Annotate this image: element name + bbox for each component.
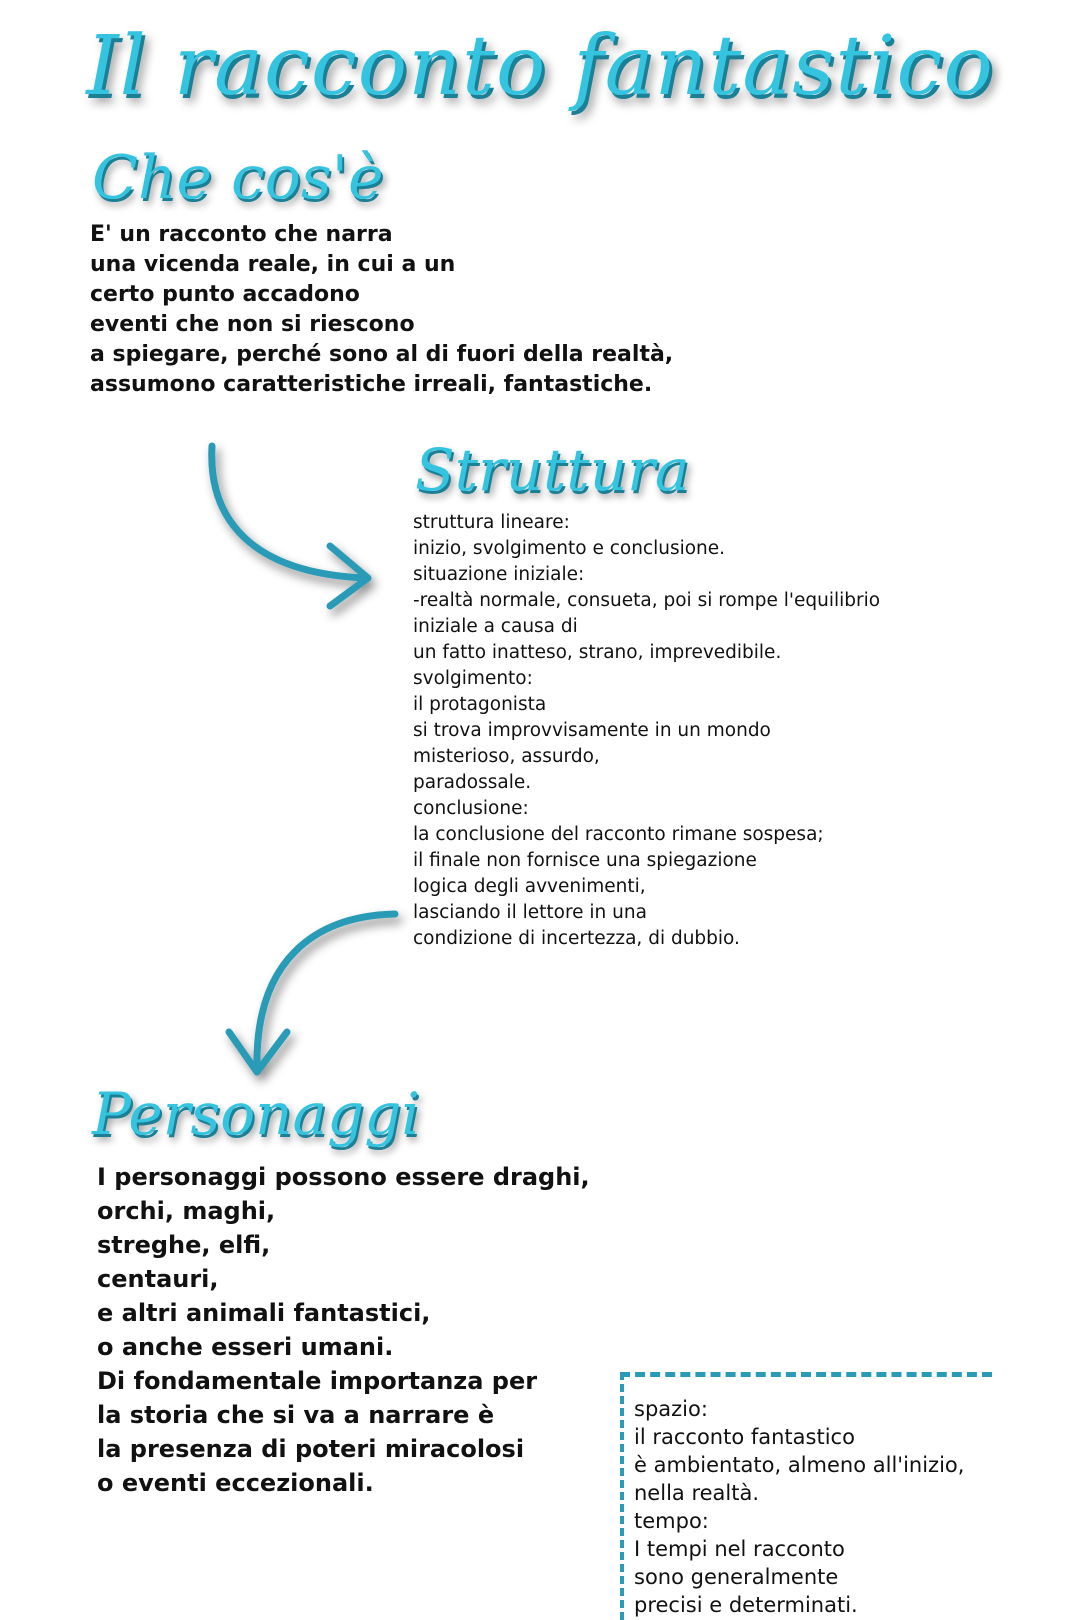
text-line: -realtà normale, consueta, poi si rompe l'equilibrio xyxy=(413,590,881,611)
text-line: la presenza di poteri miracolosi xyxy=(97,1435,525,1463)
text-line: spazio: xyxy=(634,1397,708,1421)
text-line: o eventi eccezionali. xyxy=(97,1469,374,1497)
spazio-tempo-text xyxy=(634,1395,992,1619)
spazio-tempo-box xyxy=(620,1372,992,1620)
text-line: precisi e determinati. xyxy=(634,1593,858,1617)
text-line: I personaggi possono essere draghi, xyxy=(97,1163,590,1191)
text-line: certo punto accadono xyxy=(90,282,360,307)
text-line: la conclusione del racconto rimane sospesa; xyxy=(413,824,824,845)
heading-personaggi: Personaggi xyxy=(92,1080,420,1148)
text-line: condizione di incertezza, di dubbio. xyxy=(413,928,740,949)
text-line: un fatto inatteso, strano, imprevedibile. xyxy=(413,642,782,663)
text-line: nella realtà. xyxy=(634,1481,760,1505)
text-line: si trova improvvisamente in un mondo xyxy=(413,720,771,741)
text-line: il finale non fornisce una spiegazione xyxy=(413,850,757,871)
heading-che-cose: Che cos'è xyxy=(92,143,384,213)
text-line: il protagonista xyxy=(413,694,547,715)
text-line: iniziale a causa di xyxy=(413,616,578,637)
text-line: sono generalmente xyxy=(634,1565,839,1589)
che-cose-text xyxy=(90,220,673,400)
text-line: la storia che si va a narrare è xyxy=(97,1401,495,1429)
text-line: centauri, xyxy=(97,1265,219,1293)
text-line: inizio, svolgimento e conclusione. xyxy=(413,538,726,559)
text-line: situazione iniziale: xyxy=(413,564,585,585)
text-line: E' un racconto che narra xyxy=(90,222,393,247)
text-line: una vicenda reale, in cui a un xyxy=(90,252,456,277)
heading-struttura: Struttura xyxy=(415,436,690,504)
curved-arrow-down-icon xyxy=(215,900,405,1100)
curved-arrow-right-icon xyxy=(190,438,390,608)
text-line: o anche esseri umani. xyxy=(97,1333,394,1361)
page-title: Il racconto fantastico xyxy=(86,19,994,114)
struttura-text xyxy=(413,510,880,952)
text-line: orchi, maghi, xyxy=(97,1197,276,1225)
text-line: assumono caratteristiche irreali, fantastiche. xyxy=(90,372,653,397)
text-line: conclusione: xyxy=(413,798,529,819)
personaggi-text xyxy=(97,1160,590,1500)
text-line: struttura lineare: xyxy=(413,512,570,533)
text-line: e altri animali fantastici, xyxy=(97,1299,431,1327)
text-line: eventi che non si riescono xyxy=(90,312,415,337)
text-line: tempo: xyxy=(634,1509,709,1533)
text-line: lasciando il lettore in una xyxy=(413,902,647,923)
text-line: I tempi nel racconto xyxy=(634,1537,845,1561)
text-line: logica degli avvenimenti, xyxy=(413,876,646,897)
text-line: misterioso, assurdo, xyxy=(413,746,600,767)
text-line: Di fondamentale importanza per xyxy=(97,1367,538,1395)
text-line: è ambientato, almeno all'inizio, xyxy=(634,1453,965,1477)
text-line: svolgimento: xyxy=(413,668,533,689)
text-line: a spiegare, perché sono al di fuori della realtà, xyxy=(90,342,674,367)
text-line: il racconto fantastico xyxy=(634,1425,855,1449)
text-line: streghe, elfi, xyxy=(97,1231,271,1259)
text-line: paradossale. xyxy=(413,772,532,793)
